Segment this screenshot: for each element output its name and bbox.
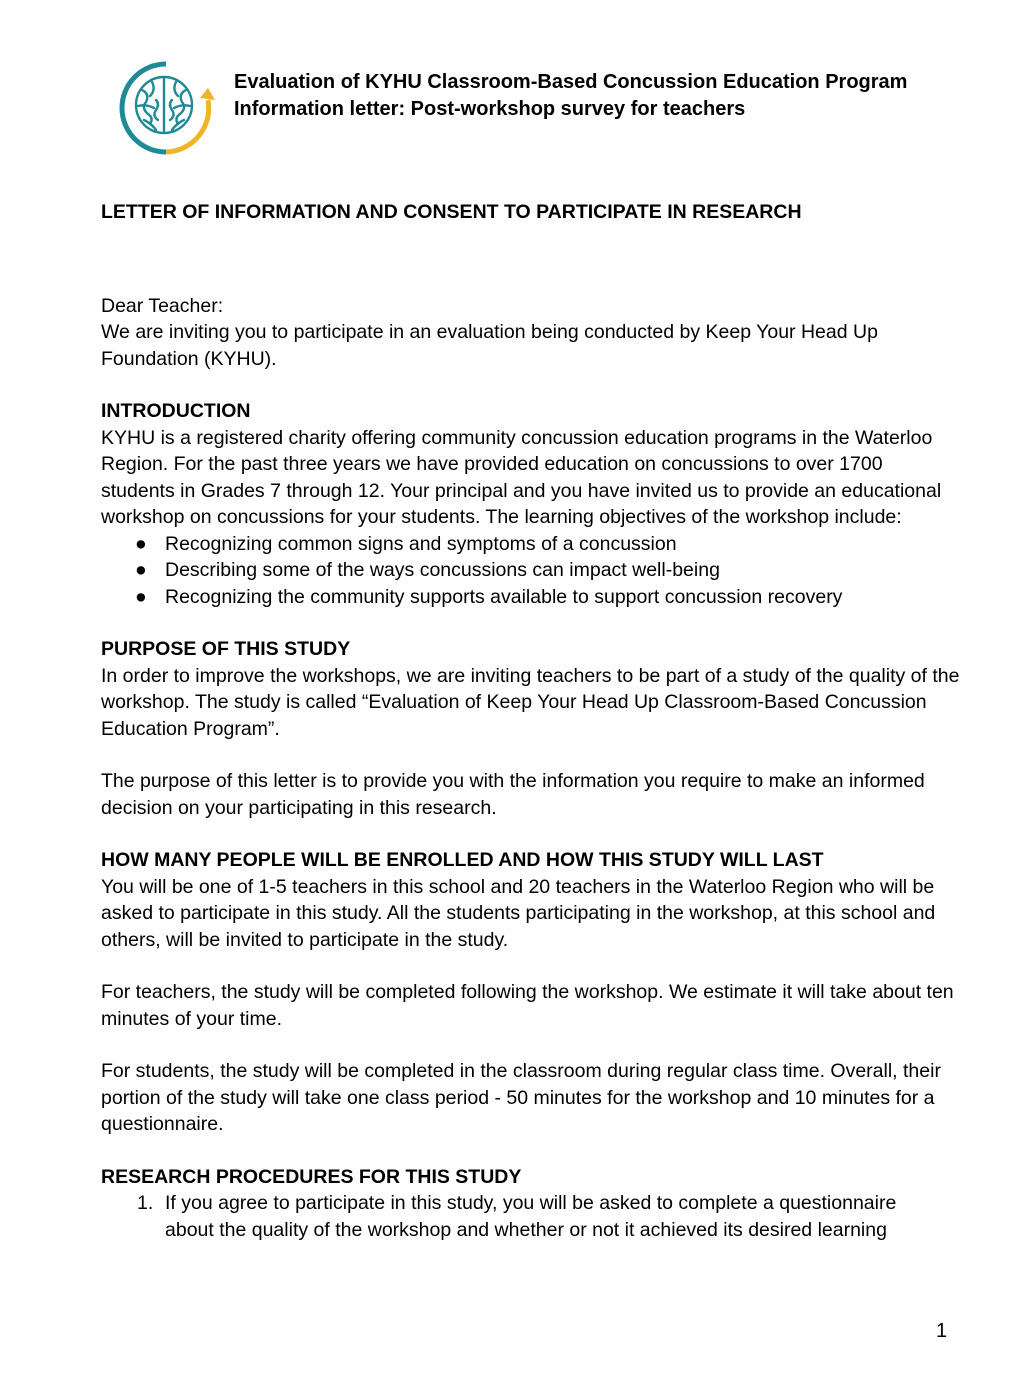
student-duration-text: For students, the study will be completed in the classroom during regular class time. Overall, their portion of the study will take one class period - 50 minutes for the workshop and 10 minutes for a questionnaire. — [101, 1060, 941, 1135]
purpose-letter-text: The purpose of this letter is to provide you with the information you require to make an informed decision on your participating in this research. — [101, 770, 925, 819]
procedures-heading: RESEARCH PROCEDURES FOR THIS STUDY — [101, 1165, 522, 1188]
teacher-duration-text: For teachers, the study will be completed following the workshop. We estimate it will take about ten minutes of your time. — [101, 981, 954, 1030]
brain-cycle-logo — [114, 60, 218, 160]
procedures-list — [101, 1190, 961, 1243]
page-number: 1 — [936, 1320, 948, 1342]
list-item — [101, 584, 961, 611]
intro-paragraph: We are inviting you to participate in an evaluation being conducted by Keep Your Head Up Foundation (KYHU). — [101, 321, 878, 370]
header-title: Evaluation of KYHU Classroom-Based Concussion Education Program — [234, 71, 908, 93]
document-header — [234, 69, 907, 123]
bullet-icon: ● — [135, 532, 147, 555]
document-title: LETTER OF INFORMATION AND CONSENT TO PARTICIPATE IN RESEARCH — [101, 201, 802, 223]
list-item-number: 1. — [137, 1192, 154, 1214]
list-item — [101, 557, 961, 584]
learning-objectives-list — [101, 531, 961, 611]
letter-body — [101, 199, 961, 1243]
brain-cycle-logo-graphic — [114, 60, 218, 160]
purpose-heading: PURPOSE OF THIS STUDY — [101, 638, 351, 660]
header-subtitle: Information letter: Post-workshop survey for teachers — [234, 98, 746, 120]
purpose-text: In order to improve the workshops, we are inviting teachers to be part of a study of the quality of the workshop. The study is called “Evaluation of Keep Your Head Up Classroom-Based Concussion Education Program”. — [101, 664, 960, 740]
list-item — [101, 1190, 961, 1243]
list-item — [101, 531, 961, 558]
list-item-text: Describing some of the ways concussions can impact well-being — [165, 559, 720, 581]
list-item-text: If you agree to participate in this study, you will be asked to complete a questionnaire about the quality of the workshop and whether or not it achieved its desired learning — [165, 1192, 897, 1241]
list-item-text: Recognizing common signs and symptoms of a concussion — [165, 532, 677, 555]
list-item-text: Recognizing the community supports available to support concussion recovery — [165, 585, 843, 608]
salutation: Dear Teacher: — [101, 294, 224, 317]
bullet-icon: ● — [135, 559, 147, 581]
introduction-heading: INTRODUCTION — [101, 400, 251, 422]
introduction-text: KYHU is a registered charity offering community concussion education programs in the Waterloo Region. For the past three years we have provided education on concussions to over 1700 students in Grades 7 through 12. Your principal and you have invited us to provide an educational workshop on concussions for your students. The learning objectives of the workshop include: — [101, 426, 942, 528]
enrollment-text: You will be one of 1-5 teachers in this school and 20 teachers in the Waterloo Region who will be asked to participate in this study. All the students participating in the workshop, at this school and others, will be invited to participate in the study. — [101, 875, 936, 951]
enrollment-heading: HOW MANY PEOPLE WILL BE ENROLLED AND HOW THIS STUDY WILL LAST — [101, 849, 824, 871]
bullet-icon: ● — [135, 585, 147, 608]
